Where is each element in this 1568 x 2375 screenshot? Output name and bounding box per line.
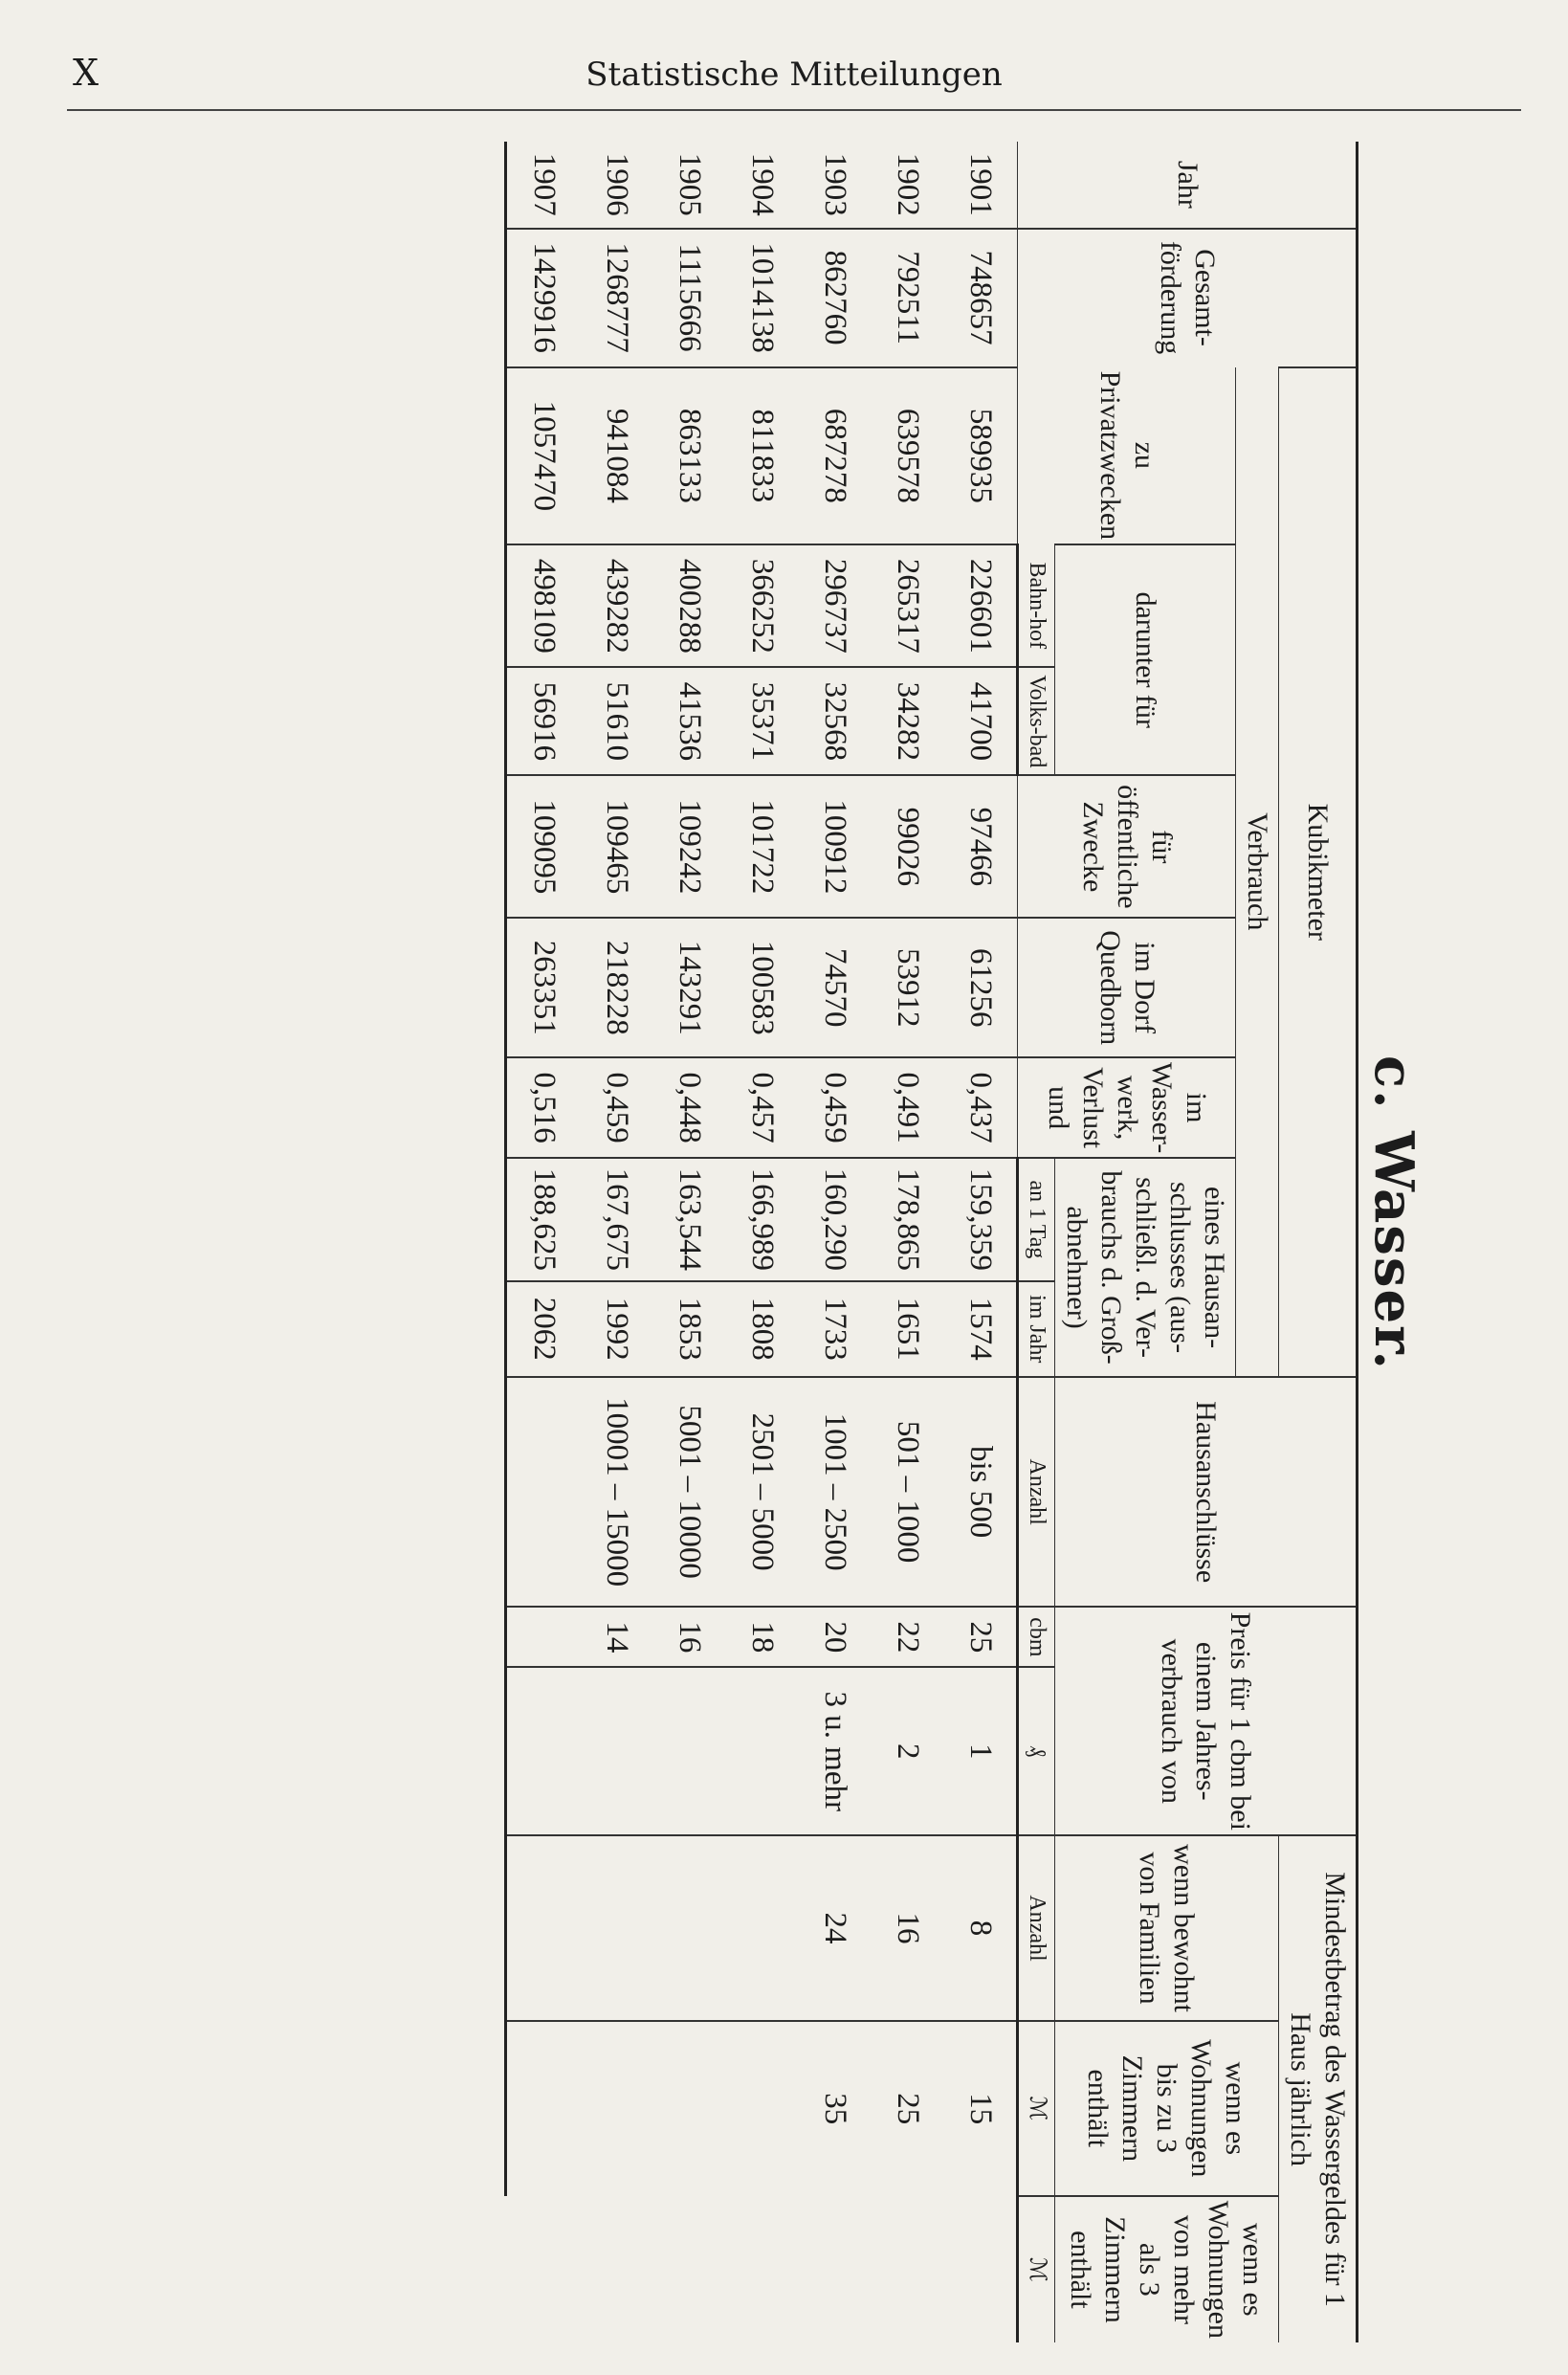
running-title: Statistische Mitteilungen [585, 55, 1003, 94]
cell-gesamt: 1115666 [652, 229, 725, 367]
cell-jahrv: 178,865 [871, 1158, 943, 1280]
water-statistics-table [504, 142, 1358, 2342]
cell-mehr3 [652, 2021, 725, 2196]
cell-fam [580, 1667, 652, 1835]
cell-bis3: 8 [943, 1835, 1018, 2021]
col-mark-bis3: ℳ [1018, 2021, 1055, 2196]
cell-mehr3 [580, 2021, 652, 2196]
cell-bahnhof: 366252 [725, 544, 798, 667]
cell-privat: 1057470 [506, 367, 581, 545]
cell-privat: 941084 [580, 367, 652, 545]
cell-bis3 [506, 1835, 581, 2021]
cell-mehr3: 25 [871, 2021, 943, 2196]
cell-privat: 589935 [943, 367, 1018, 545]
cell-oeffentlich: 99026 [871, 775, 943, 918]
cell-cbm: 5001 – 10000 [652, 1377, 725, 1607]
cell-fam: 2 [871, 1667, 943, 1835]
cell-pf: 25 [943, 1607, 1018, 1667]
cell-anzahl: 1992 [580, 1281, 652, 1377]
cell-volksbad: 32568 [798, 667, 871, 775]
cell-bahnhof: 265317 [871, 544, 943, 667]
col-dorf: im Dorf Quedborn [1018, 918, 1236, 1057]
cell-mehr3: 35 [798, 2021, 871, 2196]
cell-volksbad: 35371 [725, 667, 798, 775]
cell-verlust: 218228 [580, 918, 652, 1057]
cell-jahrv: 188,625 [506, 1158, 581, 1280]
col-foerderung: Gesamt-förderung [1018, 229, 1358, 367]
cell-tag: 0,448 [652, 1057, 725, 1158]
cell-anzahl: 1651 [871, 1281, 943, 1377]
cell-bis3 [725, 1835, 798, 2021]
cell-jahr: 1906 [599, 152, 634, 216]
cell-verlust: 100583 [725, 918, 798, 1057]
col-hausanschluesse: Hausanschlüsse [1055, 1377, 1358, 1607]
cell-privat: 687278 [798, 367, 871, 545]
cell-tag: 0,459 [580, 1057, 652, 1158]
table-row [871, 142, 943, 2342]
col-hausanschluss: eines Hausan-schlusses (aus-schließl. d. Ver-brauchs d. Groß-abnehmer) [1055, 1158, 1236, 1377]
cell-gesamt: 862760 [798, 229, 871, 367]
col-bis3: wenn es Wohnungen bis zu 3 Zimmern enthält [1055, 2021, 1279, 2196]
cell-volksbad: 34282 [871, 667, 943, 775]
table-row [798, 142, 871, 2342]
cell-cbm: 1001 – 2500 [798, 1377, 871, 1607]
cell-cbm: 501 – 1000 [871, 1377, 943, 1607]
table-row [652, 142, 725, 2342]
cell-fam [725, 1667, 798, 1835]
cell-jahr: 1903 [817, 152, 852, 216]
cell-privat: 639578 [871, 367, 943, 545]
col-pf: ₰ [1018, 1667, 1055, 1835]
cell-fam: 1 [943, 1667, 1018, 1835]
cell-pf: 14 [580, 1607, 652, 1667]
cell-cbm: bis 500 [943, 1377, 1018, 1607]
col-bahnhof: Bahn-hof [1018, 544, 1055, 667]
cell-volksbad: 41536 [652, 667, 725, 775]
cell-anzahl: 2062 [506, 1281, 581, 1377]
col-familien: wenn bewohnt von Familien [1055, 1835, 1279, 2021]
cell-verlust: 61256 [943, 918, 1018, 1057]
cell-pf: 16 [652, 1607, 725, 1667]
table-row [725, 142, 798, 2342]
cell-jahr: 1902 [890, 152, 925, 216]
cell-tag: 0,491 [871, 1057, 943, 1158]
cell-gesamt: 1429916 [506, 229, 581, 367]
cell-gesamt: 1014138 [725, 229, 798, 367]
cell-bahnhof: 498109 [506, 544, 581, 667]
col-darunter: darunter für [1055, 544, 1236, 775]
col-oeffentlich: für öffentliche Zwecke [1018, 775, 1236, 918]
cell-tag: 0,437 [943, 1057, 1018, 1158]
cell-bahnhof: 296737 [798, 544, 871, 667]
cell-anzahl: 1808 [725, 1281, 798, 1377]
cell-pf: 18 [725, 1607, 798, 1667]
col-mindest: Mindestbetrag des Wassergeldes für 1 Haus jährlich [1279, 1835, 1358, 2342]
cell-fam [652, 1667, 725, 1835]
cell-gesamt: 792511 [871, 229, 943, 367]
col-an-tag: an 1 Tag [1018, 1158, 1055, 1280]
cell-verlust: 74570 [798, 918, 871, 1057]
table-body [506, 142, 1018, 2342]
cell-jahrv: 160,290 [798, 1158, 871, 1280]
cell-pf [506, 1607, 581, 1667]
cell-jahr: 1907 [506, 142, 581, 229]
cell-jahr: 1905 [672, 152, 707, 216]
col-jahr: Jahr [1018, 142, 1358, 229]
col-mark-mehr3: ℳ [1018, 2196, 1055, 2342]
cell-bis3: 16 [871, 1835, 943, 2021]
cell-oeffentlich: 97466 [943, 775, 1018, 918]
cell-jahrv: 167,675 [580, 1158, 652, 1280]
cell-anzahl: 1853 [652, 1281, 725, 1377]
table-row [943, 142, 1018, 2342]
col-mehr3: wenn es Wohnungen von mehr als 3 Zimmern enthält [1055, 2196, 1279, 2342]
table-row [580, 142, 652, 2342]
cell-oeffentlich: 100912 [798, 775, 871, 918]
cell-cbm: 2501 – 5000 [725, 1377, 798, 1607]
cell-bahnhof: 226601 [943, 544, 1018, 667]
col-volksbad: Volks-bad [1018, 667, 1055, 775]
cell-bis3 [580, 1835, 652, 2021]
cell-pf: 22 [871, 1607, 943, 1667]
cell-gesamt: 748657 [943, 229, 1018, 367]
rotated-table-area [29, 142, 1425, 2342]
cell-mehr3 [725, 2021, 798, 2196]
col-im-jahr: im Jahr [1018, 1281, 1055, 1377]
table-head [1018, 142, 1358, 2342]
section-title: c. Wasser. [1362, 1055, 1425, 1371]
col-preis: Preis für 1 cbm bei einem Jahres-verbrauch von [1055, 1607, 1358, 1835]
col-werk: im Wasser-werk, Verlust und [1018, 1057, 1236, 1158]
col-anzahl: Anzahl [1018, 1377, 1055, 1607]
cell-cbm: 10001 – 15000 [580, 1377, 652, 1607]
cell-verlust: 143291 [652, 918, 725, 1057]
cell-oeffentlich: 109242 [652, 775, 725, 918]
cell-jahr: 1904 [744, 152, 780, 216]
cell-bis3: 24 [798, 1835, 871, 2021]
page-header [67, 46, 1521, 111]
cell-verlust: 53912 [871, 918, 943, 1057]
col-verbrauch: Verbrauch [1236, 367, 1279, 1377]
cell-fam [506, 1667, 581, 1835]
cell-jahrv: 159,359 [943, 1158, 1018, 1280]
cell-jahr: 1901 [963, 152, 999, 216]
page-number: X [73, 52, 99, 94]
cell-anzahl: 1574 [943, 1281, 1018, 1377]
cell-bis3 [652, 1835, 725, 2021]
cell-cbm [506, 1377, 581, 1607]
cell-oeffentlich: 109465 [580, 775, 652, 918]
cell-mehr3 [506, 2021, 581, 2196]
col-cbm: cbm [1018, 1607, 1055, 1667]
cell-tag: 0,459 [798, 1057, 871, 1158]
cell-privat: 811833 [725, 367, 798, 545]
cell-oeffentlich: 101722 [725, 775, 798, 918]
cell-volksbad: 51610 [580, 667, 652, 775]
col-privat: zu Privatzwecken [1018, 367, 1236, 545]
col-kubikmeter: Kubikmeter [1279, 367, 1358, 1377]
cell-verlust: 263351 [506, 918, 581, 1057]
cell-jahrv: 166,989 [725, 1158, 798, 1280]
cell-pf: 20 [798, 1607, 871, 1667]
cell-tag: 0,457 [725, 1057, 798, 1158]
cell-volksbad: 41700 [943, 667, 1018, 775]
cell-volksbad: 56916 [506, 667, 581, 775]
cell-anzahl: 1733 [798, 1281, 871, 1377]
cell-fam: 3 u. mehr [798, 1667, 871, 1835]
cell-gesamt: 1268777 [580, 229, 652, 367]
cell-tag: 0,516 [506, 1057, 581, 1158]
cell-mehr3: 15 [943, 2021, 1018, 2196]
cell-jahrv: 163,544 [652, 1158, 725, 1280]
cell-oeffentlich: 109095 [506, 775, 581, 918]
cell-privat: 863133 [652, 367, 725, 545]
cell-bahnhof: 400288 [652, 544, 725, 667]
table-row [506, 142, 581, 2342]
cell-bahnhof: 439282 [580, 544, 652, 667]
col-anzahl2: Anzahl [1018, 1835, 1055, 2021]
